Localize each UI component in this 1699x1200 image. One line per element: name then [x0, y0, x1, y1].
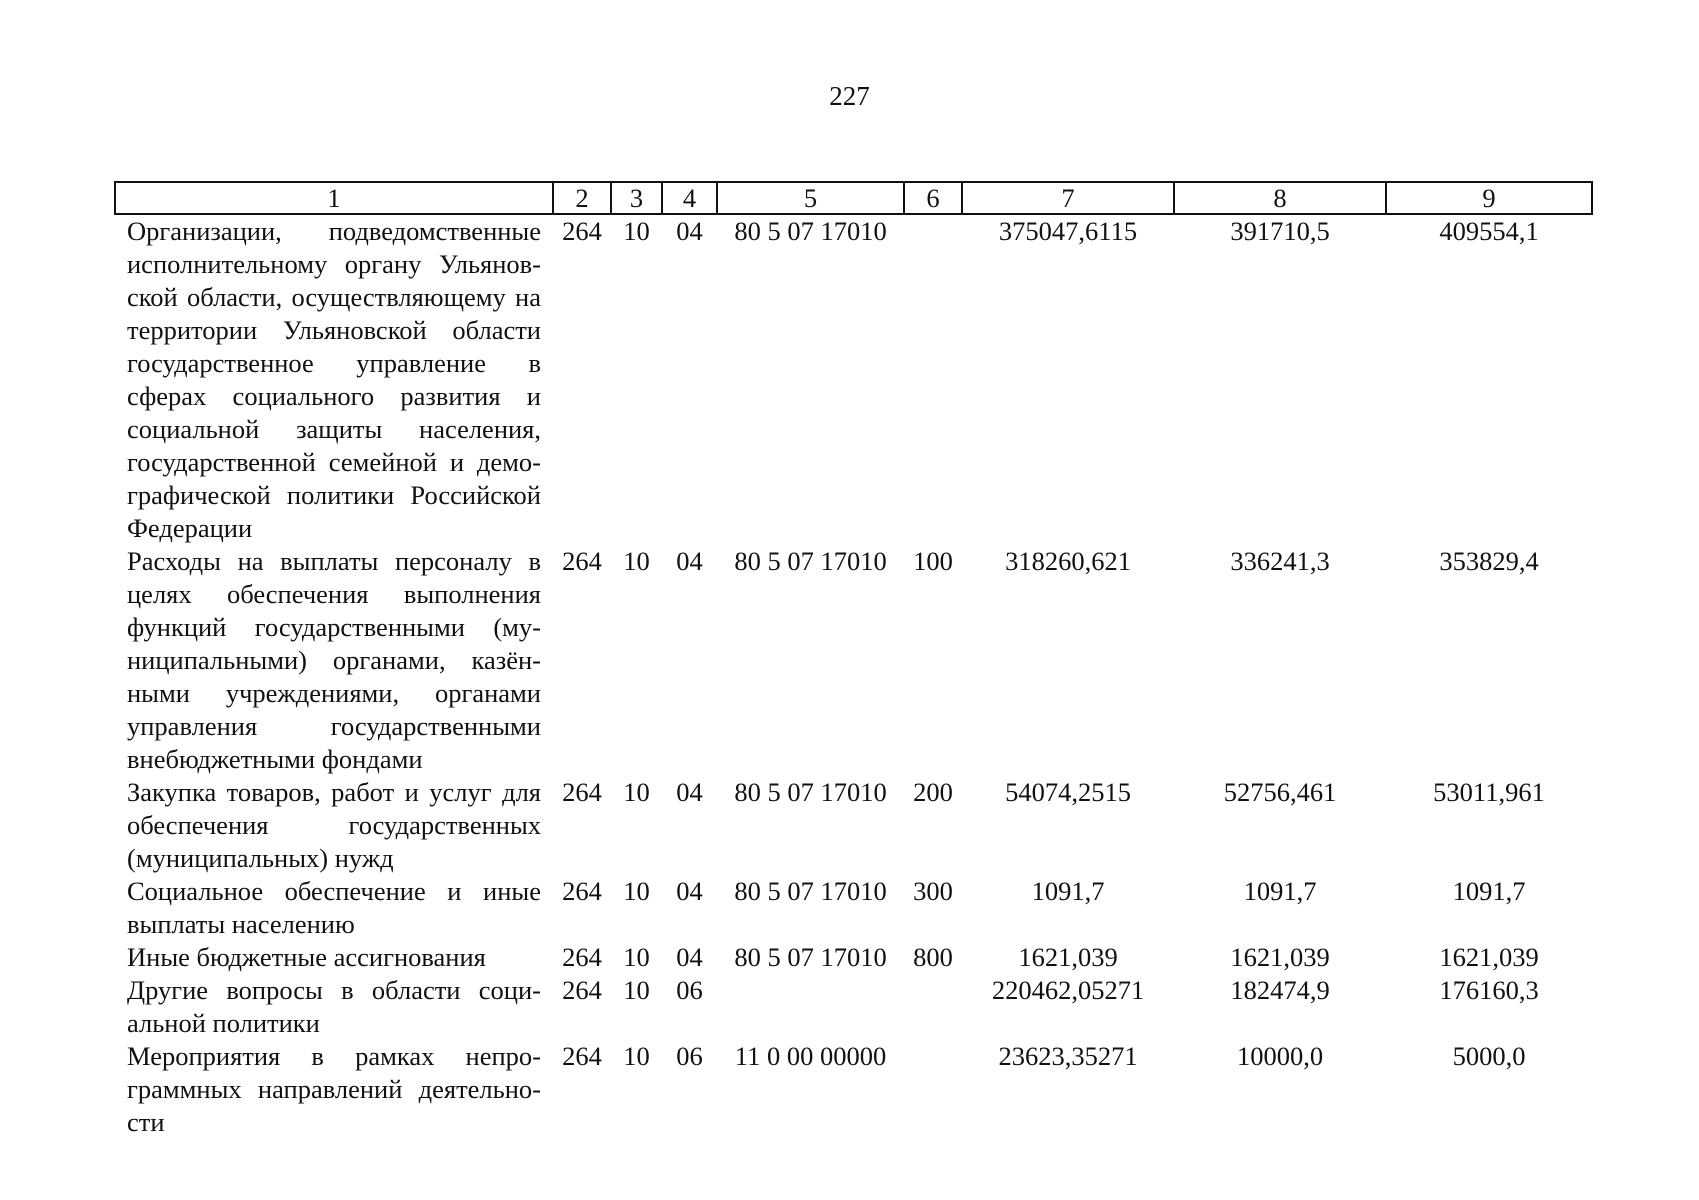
- table-row: [115, 941, 1592, 974]
- cell-col-8: 336241,3: [1230, 546, 1330, 576]
- cell-col-4: 04: [676, 216, 703, 246]
- cell-col-8: 1091,7: [1243, 876, 1317, 906]
- cell-col-9: 176160,3: [1439, 975, 1539, 1005]
- header-row: [115, 182, 1592, 214]
- cell-col-6: [904, 974, 962, 1040]
- cell-col-2: 264: [562, 975, 602, 1005]
- cell-col-9: 5000,0: [1452, 1041, 1526, 1071]
- cell-col-9: 409554,1: [1439, 216, 1539, 246]
- cell-col-2: 264: [562, 942, 602, 972]
- cell-col-4: 04: [676, 942, 703, 972]
- cell-col-3: 10: [623, 216, 650, 246]
- cell-col-4: 04: [676, 777, 703, 807]
- cell-col-4: 04: [676, 546, 703, 576]
- cell-col-9: 53011,961: [1433, 777, 1545, 807]
- cell-col-5: 80 5 07 17010: [734, 777, 887, 807]
- cell-col-3: 10: [623, 942, 650, 972]
- cell-col-6: [904, 1040, 962, 1139]
- table-row: [115, 974, 1592, 1040]
- cell-col-9: 1091,7: [1452, 876, 1526, 906]
- cell-col-5: 80 5 07 17010: [734, 216, 887, 246]
- column-header-9: 9: [1386, 182, 1592, 214]
- cell-col-7: 220462,05271: [991, 975, 1145, 1005]
- page-number: 227: [829, 81, 870, 111]
- cell-col-3: 10: [623, 777, 650, 807]
- row-name: Социальное обеспечение и иные выплаты населению: [127, 876, 541, 939]
- cell-col-4: 06: [676, 975, 703, 1005]
- cell-col-6: [904, 214, 962, 545]
- column-header-5: 5: [717, 182, 904, 214]
- column-header-6: 6: [904, 182, 962, 214]
- row-name: Закупка товаров, работ и услуг для обеспечения государственных (муниципальных) нужд: [127, 777, 541, 873]
- cell-col-7: 375047,6115: [998, 216, 1138, 246]
- table-row: [115, 545, 1592, 776]
- row-name: Расходы на выплаты персоналу в целях обеспечения выполнения функций государственными (муниципальными) органами, казёнными учреждениями, органами управления государственными внебюджетными фондами: [127, 546, 541, 774]
- cell-col-7: 23623,35271: [998, 1041, 1138, 1071]
- cell-col-6: 800: [913, 942, 953, 972]
- column-header-7: 7: [962, 182, 1174, 214]
- cell-col-5: 11 0 00 00000: [734, 1041, 887, 1071]
- cell-col-5: 80 5 07 17010: [734, 942, 887, 972]
- cell-col-3: 10: [623, 975, 650, 1005]
- cell-col-8: 10000,0: [1236, 1041, 1324, 1071]
- cell-col-4: 04: [676, 876, 703, 906]
- row-name: Мероприятия в рамках непрограммных направлений деятельности: [127, 1041, 541, 1137]
- table-row: [115, 1040, 1592, 1139]
- cell-col-3: 10: [623, 876, 650, 906]
- cell-col-2: 264: [562, 546, 602, 576]
- cell-col-7: 1091,7: [1031, 876, 1105, 906]
- cell-col-3: 10: [623, 1041, 650, 1071]
- cell-col-7: 54074,2515: [1005, 777, 1131, 807]
- cell-col-4: 06: [676, 1041, 703, 1071]
- cell-col-9: 1621,039: [1439, 942, 1539, 972]
- cell-col-6: 300: [913, 876, 953, 906]
- table-row: [115, 875, 1592, 941]
- cell-col-8: 182474,9: [1230, 975, 1330, 1005]
- cell-col-6: 100: [913, 546, 953, 576]
- cell-col-8: 52756,461: [1223, 777, 1337, 807]
- cell-col-2: 264: [562, 876, 602, 906]
- column-header-1: 1: [115, 182, 553, 214]
- row-name: Иные бюджетные ассигнования: [127, 942, 486, 972]
- cell-col-5: 80 5 07 17010: [734, 546, 887, 576]
- cell-col-3: 10: [623, 546, 650, 576]
- row-name: Организации, подведомственные исполнительному органу Ульяновской области, осуществляющему на территории Ульяновской области государственное управление в сферах социального развития и социальной защиты населения, государственной семейной и демографической политики Российской Федерации: [127, 216, 541, 543]
- cell-col-7: 1621,039: [1018, 942, 1118, 972]
- row-name: Другие вопросы в области социальной политики: [127, 975, 541, 1038]
- cell-col-2: 264: [562, 1041, 602, 1071]
- cell-col-5: [717, 974, 904, 1040]
- column-header-3: 3: [611, 182, 662, 214]
- cell-col-2: 264: [562, 216, 602, 246]
- cell-col-8: 1621,039: [1230, 942, 1330, 972]
- column-header-2: 2: [553, 182, 611, 214]
- cell-col-8: 391710,5: [1230, 216, 1330, 246]
- column-header-4: 4: [662, 182, 717, 214]
- budget-table: [114, 181, 1593, 1139]
- cell-col-5: 80 5 07 17010: [734, 876, 887, 906]
- cell-col-9: 353829,4: [1439, 546, 1539, 576]
- column-header-8: 8: [1174, 182, 1386, 214]
- cell-col-2: 264: [562, 777, 602, 807]
- table-row: [115, 776, 1592, 875]
- cell-col-7: 318260,621: [1005, 546, 1131, 576]
- cell-col-6: 200: [913, 777, 953, 807]
- table-row: [115, 214, 1592, 545]
